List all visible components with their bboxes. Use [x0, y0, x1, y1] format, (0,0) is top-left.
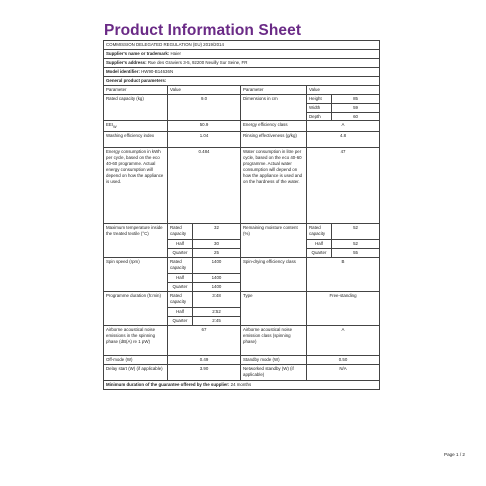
duration-quarter-value: 2:45 [193, 316, 241, 325]
table-row [104, 224, 380, 240]
guarantee-row [104, 380, 380, 389]
networked-standby-value: N/A [307, 364, 380, 380]
moisture-rated-label: Rated capacity [307, 224, 332, 240]
page-title: Product Information Sheet [104, 22, 302, 39]
delay-start-value: 3.90 [168, 364, 241, 380]
remaining-moisture-label: Remaining moisture content (%) [241, 224, 307, 258]
noise-class-label: Airborne acoustical noise emission class (spinning phase) [241, 325, 307, 355]
duration-half-value: 2:52 [193, 308, 241, 317]
networked-standby-label: Networked standby (W) (if applicable) [241, 364, 307, 380]
energy-consumption-label: Energy consumption in kWh per cycle, based on the eco 40-60 programme. Actual energy consumption will depend on how the appliance is used. [104, 148, 168, 224]
washing-efficiency-label: Washing efficiency index [104, 132, 168, 148]
supplier-address-value: Rue des Graviers 3-5, 92200 Neuilly Sur Seine, FR [147, 59, 248, 65]
noise-value: 67 [168, 325, 241, 355]
moisture-half-label: Half [307, 240, 332, 249]
regulation-text: COMMISSION DELEGATED REGULATION (EU) 2019/2014 [104, 41, 380, 50]
table-row [104, 148, 380, 224]
moisture-quarter-label: Quarter [307, 249, 332, 258]
page-number: Page 1 / 2 [444, 452, 465, 457]
supplier-address-label: Supplier's address: [106, 59, 147, 65]
model-value: HW90-B14636N [141, 68, 174, 74]
guarantee-label: Minimum duration of the guarantee offered by the supplier: [106, 381, 230, 387]
programme-duration-label: Programme duration (h:min) [104, 292, 168, 326]
spin-rated-label: Rated capacity [168, 258, 193, 274]
header-param-right: Parameter [241, 85, 307, 94]
general-params-heading: General product parameters: [104, 76, 380, 85]
spin-speed-label: Spin speed (rpm) [104, 258, 168, 292]
duration-rated-value: 3:48 [193, 292, 241, 308]
off-mode-label: Off-mode (W) [104, 355, 168, 364]
depth-value: 60 [332, 112, 380, 121]
moisture-quarter-value: 55 [332, 249, 380, 258]
max-temp-rated-value: 32 [193, 224, 241, 240]
supplier-name-row [104, 49, 380, 58]
energy-class-label: Energy efficiency class [241, 121, 307, 132]
off-mode-value: 0.49 [168, 355, 241, 364]
width-value: 59 [332, 103, 380, 112]
type-label: Type [241, 292, 307, 326]
spin-half-label: Half [168, 274, 193, 283]
height-label: Height [307, 94, 332, 103]
guarantee-value: 24 months [230, 381, 252, 387]
supplier-name-value: Haier [170, 50, 181, 56]
standby-value: 0.50 [307, 355, 380, 364]
max-temp-quarter-value: 25 [193, 249, 241, 258]
dimensions-label: Dimensions in cm [241, 94, 307, 121]
spin-class-label: Spin-drying efficiency class [241, 258, 307, 292]
regulation-row [104, 41, 380, 50]
spin-quarter-value: 1400 [193, 283, 241, 292]
table-row [104, 325, 380, 355]
depth-label: Depth [307, 112, 332, 121]
rated-capacity-label: Rated capacity (kg) [104, 94, 168, 121]
general-params-row [104, 76, 380, 85]
model-row [104, 67, 380, 76]
noise-label: Airborne acoustical noise emissions in the spinning phase (dB(A) re 1 pW) [104, 325, 168, 355]
eei-subscript: W [113, 125, 117, 130]
rinsing-effectiveness-label: Rinsing effectiveness (g/kg) [241, 132, 307, 148]
eei-label: EEI [106, 122, 114, 128]
rated-capacity-value: 9.0 [168, 94, 241, 121]
energy-class-value: A [307, 121, 380, 132]
supplier-name-label: Supplier's name or trademark: [106, 50, 170, 56]
water-consumption-label: Water consumption in litre per cycle, based on the eco 40-60 programme. Actual water consumption will depend on how the appliance is used and on the hardness of the water. [241, 148, 307, 224]
max-temp-rated-label: Rated capacity [168, 224, 193, 240]
washing-efficiency-value: 1.04 [168, 132, 241, 148]
water-consumption-value: 47 [307, 148, 380, 224]
model-label: Model identifier: [106, 68, 140, 74]
spin-quarter-label: Quarter [168, 283, 193, 292]
table-row [104, 94, 380, 103]
table-row [104, 258, 380, 274]
moisture-half-value: 52 [332, 240, 380, 249]
height-value: 85 [332, 94, 380, 103]
table-row [104, 364, 380, 380]
max-temperature-label: Maximum temperature inside the treated textile (°C) [104, 224, 168, 258]
max-temp-quarter-label: Quarter [168, 249, 193, 258]
width-label: Width [307, 103, 332, 112]
header-param-left: Parameter [104, 85, 168, 94]
max-temp-half-value: 30 [193, 240, 241, 249]
moisture-rated-value: 52 [332, 224, 380, 240]
noise-class-value: A [307, 325, 380, 355]
duration-half-label: Half [168, 308, 193, 317]
header-value-left: Value [168, 85, 241, 94]
table-row [104, 132, 380, 148]
standby-label: Standby mode (W) [241, 355, 307, 364]
energy-consumption-value: 0.484 [168, 148, 241, 224]
product-info-table [103, 40, 380, 390]
delay-start-label: Delay start (W) (if applicable) [104, 364, 168, 380]
supplier-address-row [104, 58, 380, 67]
rinsing-effectiveness-value: 4.8 [307, 132, 380, 148]
max-temp-half-label: Half [168, 240, 193, 249]
type-value: Free-standing [307, 292, 380, 326]
header-value-right: Value [307, 85, 380, 94]
table-row [104, 121, 380, 132]
table-row [104, 355, 380, 364]
spin-rated-value: 1400 [193, 258, 241, 274]
spin-class-value: B [307, 258, 380, 292]
eei-value: 50.9 [168, 121, 241, 132]
duration-rated-label: Rated capacity [168, 292, 193, 308]
spin-half-value: 1400 [193, 274, 241, 283]
header-row [104, 85, 380, 94]
duration-quarter-label: Quarter [168, 316, 193, 325]
table-row [104, 292, 380, 308]
